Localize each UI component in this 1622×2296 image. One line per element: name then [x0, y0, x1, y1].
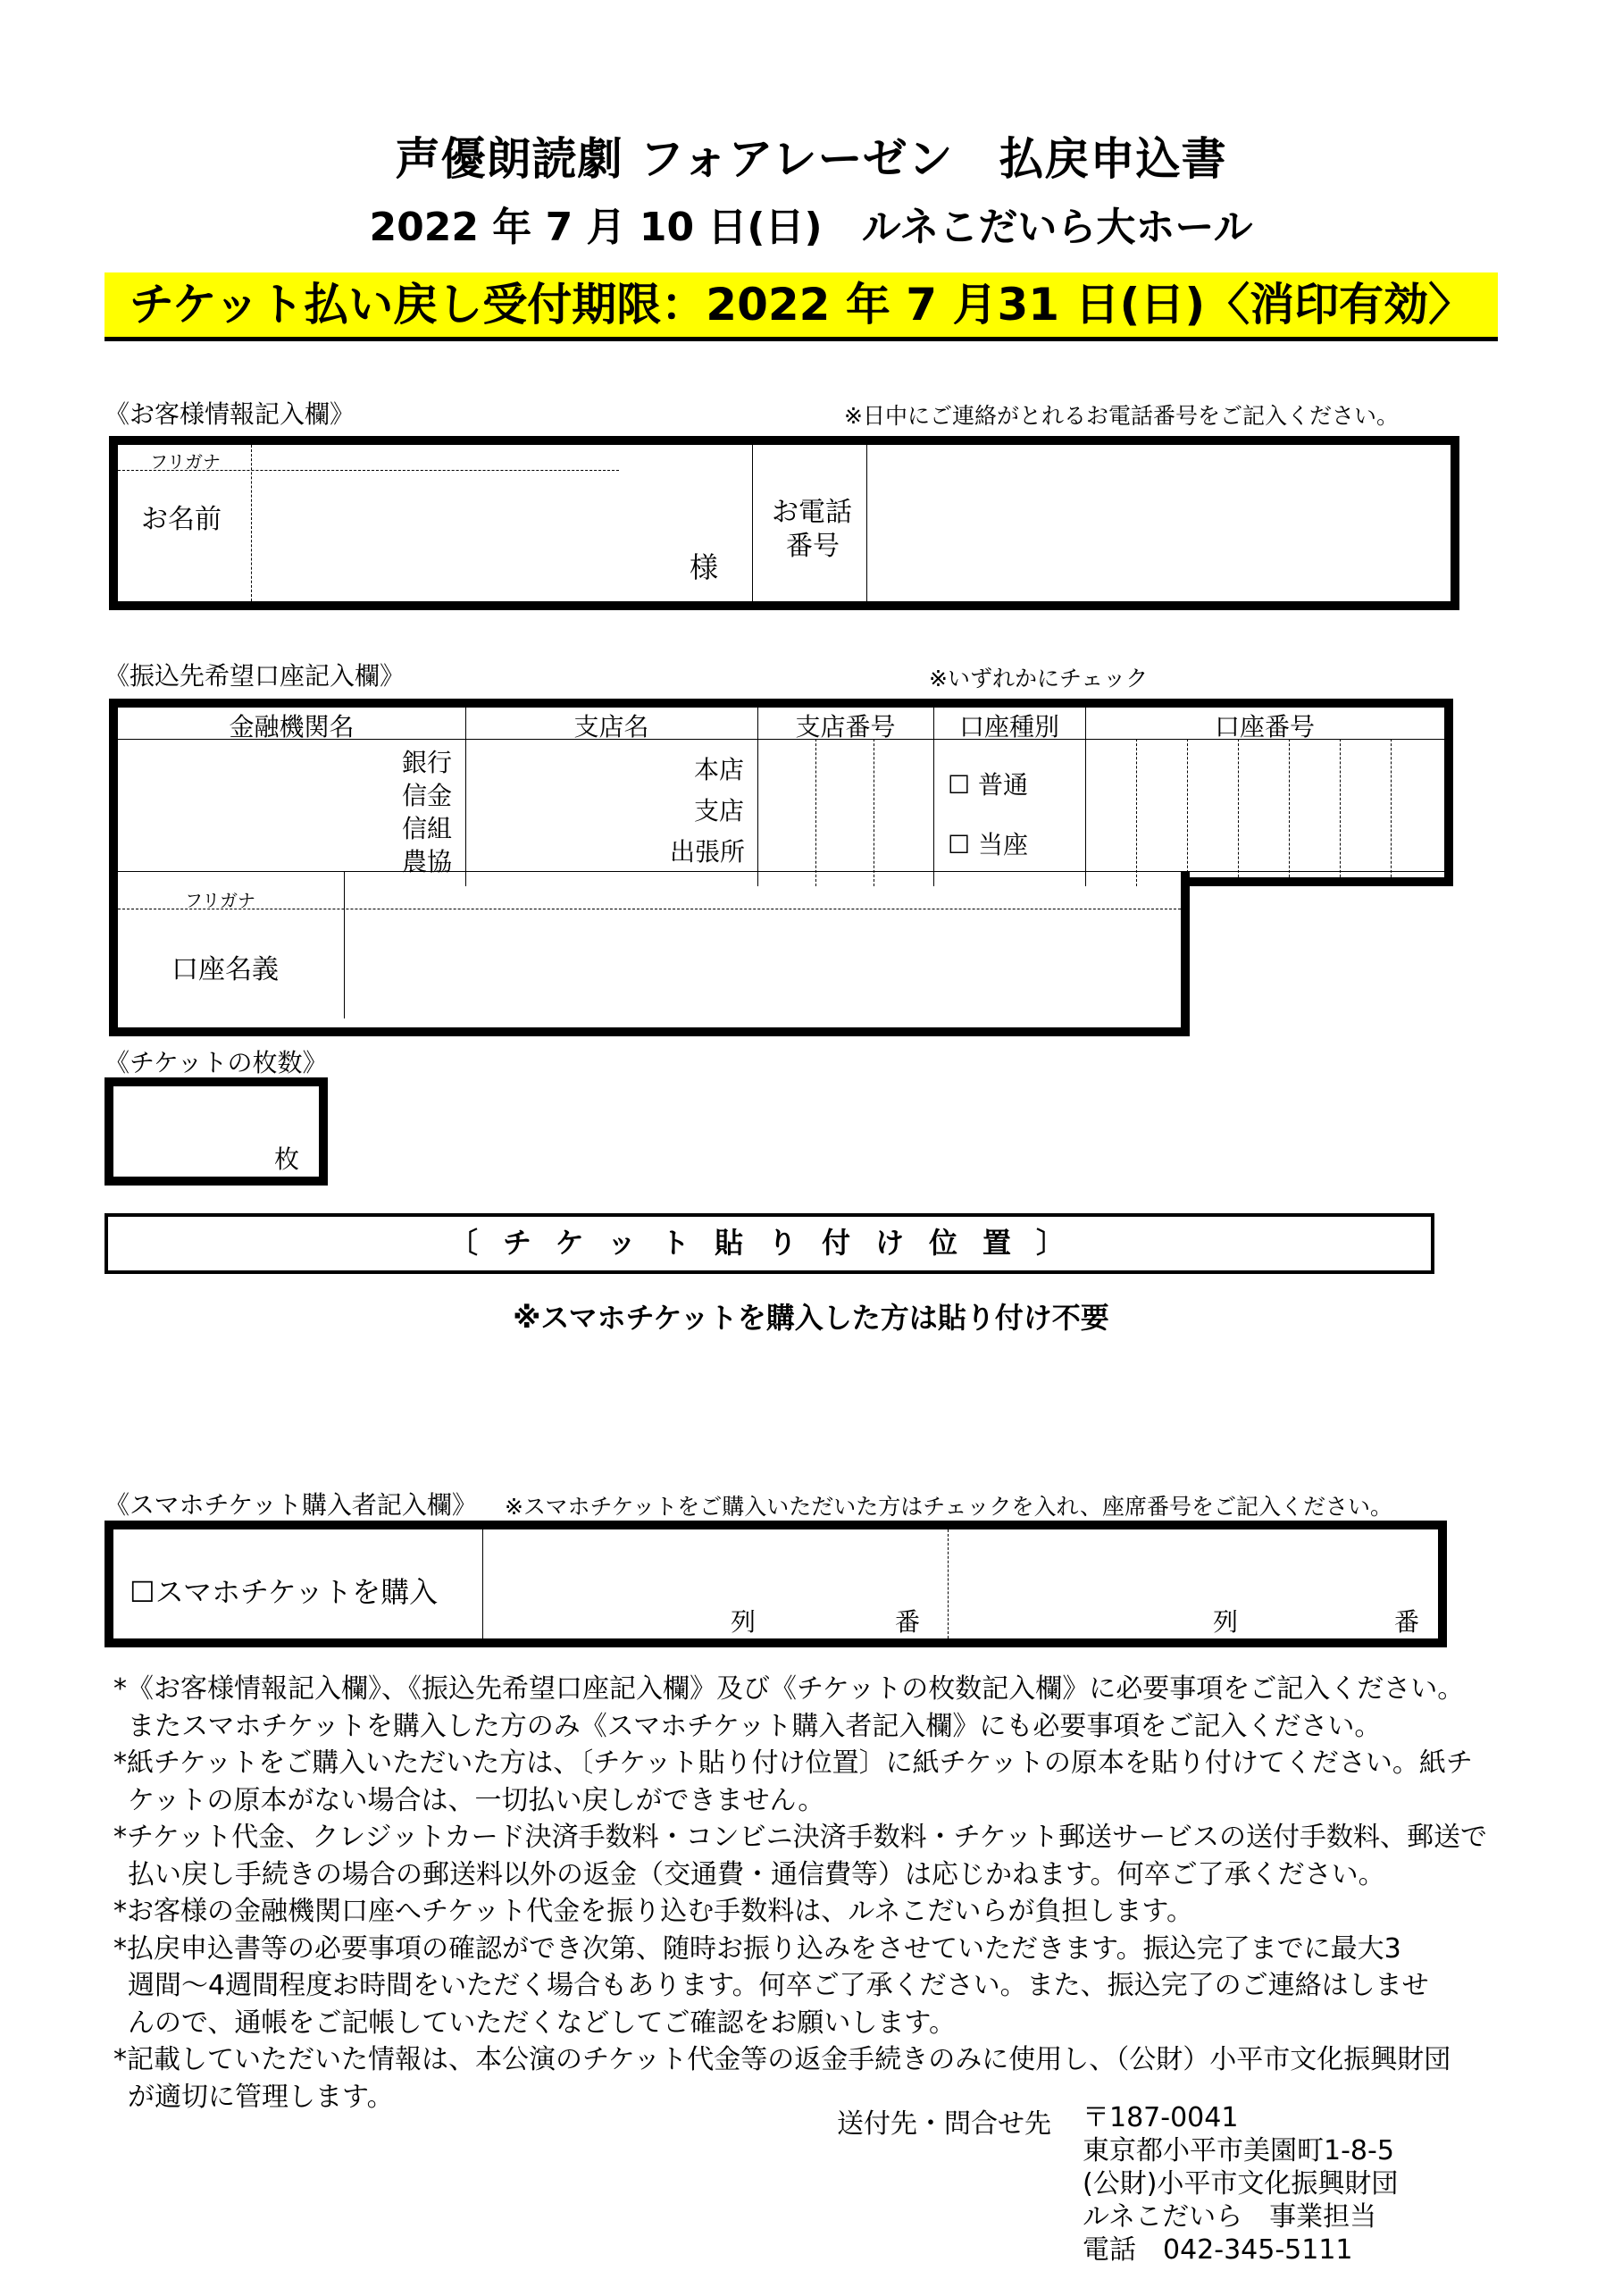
phone-label-line2: 番号: [786, 531, 840, 562]
page-title: 声優朗読劇 フォアレーゼン 払戻申込書: [395, 133, 1227, 185]
note-item: *記載していただいた情報は、本公演のチケット代金等の返金手続きのみに使用し、（公財）小平市文化振興財団 が適切に管理します。: [113, 2044, 1451, 2113]
refund-deadline-banner: チケット払い戻し受付期限：2022 年 7 月31 日(日)〈消印有効〉: [105, 272, 1498, 341]
header-institution-name: 金融機関名: [229, 712, 355, 742]
institution-type-shinkin[interactable]: 信金: [402, 781, 453, 810]
phone-label-line1: お電話: [772, 497, 852, 528]
bank-table-lower: [109, 871, 1190, 1036]
account-holder-input[interactable]: [346, 910, 1181, 1018]
smartphone-section-label: 《スマホチケット購入者記入欄》: [105, 1490, 477, 1520]
branch-type-sub-branch[interactable]: 出張所: [670, 837, 746, 867]
note-item: *払戻申込書等の必要事項の確認ができ次第、随時お振り込みをさせていただきます。振込完了までに最大3 週間～4週間程度お時間をいただく場合もあります。何卒ご了承ください。また、振込完了のご連絡はしませ んので、通帳をご記帳していただくなどしてご確認をお願いします。: [113, 1932, 1429, 2039]
bank-check-note: ※いずれかにチェック: [929, 666, 1149, 691]
institution-type-bank[interactable]: 銀行: [402, 748, 453, 777]
header-branch-name: 支店名: [573, 712, 649, 742]
note-item: *チケット代金、クレジットカード決済手数料・コンビニ決済手数料・チケット郵送サービスの送付手数料、郵送で 払い戻し手続きの場合の郵送料以外の返金（交通費・通信費等）は応じかねます。何卒ご了承ください。: [113, 1822, 1487, 1890]
customer-section-label: 《お客様情報記入欄》: [105, 399, 355, 429]
paste-not-required-note: ※スマホチケットを購入した方は貼り付け不要: [513, 1301, 1109, 1335]
checkbox-icon[interactable]: ☐: [948, 770, 971, 800]
account-type-ordinary-option[interactable]: [948, 766, 1028, 801]
contact-block: [1083, 2101, 1398, 2267]
header-account-number: 口座番号: [1214, 712, 1315, 742]
institution-type-shinkumi[interactable]: 信組: [402, 814, 453, 843]
ticket-count-box: [105, 1077, 328, 1186]
bank-section-label: 《振込先希望口座記入欄》: [105, 661, 406, 691]
account-holder-label: 口座名義: [171, 954, 279, 985]
name-label: お名前: [141, 504, 222, 535]
branch-type-head-office[interactable]: 本店: [694, 755, 745, 784]
notes-list: [113, 1671, 1487, 2116]
smartphone-note: ※スマホチケットをご購入いただいた方はチェックを入れ、座席番号をご記入ください。: [505, 1494, 1392, 1520]
header-account-type: 口座種別: [958, 712, 1059, 742]
phone-input[interactable]: [868, 445, 1451, 601]
name-input[interactable]: [252, 472, 752, 601]
customer-phone-note: ※日中にご連絡がとれるお電話番号をご記入ください。: [844, 403, 1399, 429]
contact-address: 東京都小平市美園町1-8-5: [1083, 2135, 1394, 2166]
account-type-ordinary-label: 普通: [978, 770, 1029, 800]
ticket-unit-mai: 枚: [274, 1144, 300, 1174]
note-item: *お客様の金融機関口座へチケット代金を振り込む手数料は、ルネこだいらが負担します。: [113, 1896, 1193, 1927]
seat-2-number-unit: 番: [1394, 1607, 1420, 1637]
seat-1-row-unit: 列: [731, 1607, 757, 1637]
seat-2-row-unit: 列: [1213, 1607, 1239, 1637]
honorific-sama: 様: [690, 550, 719, 584]
bank-table-upper: [109, 699, 1453, 886]
branch-type-branch[interactable]: 支店: [694, 796, 745, 825]
event-date-venue: 2022 年 7 月 10 日(日) ルネこだいら大ホール: [369, 205, 1253, 250]
table-step-border: [1181, 877, 1453, 886]
note-item: *《お客様情報記入欄》、《振込先希望口座記入欄》及び《チケットの枚数記入欄》に必要事項をご記入ください。 またスマホチケットを購入した方のみ《スマホチケット購入者記入欄》にも必要事項をご記入ください。: [113, 1673, 1465, 1742]
contact-label: 送付先・問合せ先: [837, 2108, 1051, 2140]
holder-furigana-label: フリガナ: [185, 890, 255, 911]
seat-1-input[interactable]: [484, 1529, 948, 1638]
checkbox-icon[interactable]: ☐: [948, 830, 971, 859]
seat-2-input[interactable]: [949, 1529, 1438, 1638]
seat-1-number-unit: 番: [895, 1607, 921, 1637]
account-type-current-label: 当座: [978, 830, 1029, 859]
institution-type-nokyo[interactable]: 農協: [402, 847, 453, 876]
contact-phone: 電話 042-345-5111: [1083, 2234, 1353, 2266]
smartphone-table: [105, 1521, 1447, 1647]
header-branch-number: 支店番号: [795, 712, 896, 742]
account-type-current-option[interactable]: [948, 825, 1028, 861]
furigana-input[interactable]: [252, 445, 752, 470]
contact-department: ルネこだいら 事業担当: [1083, 2201, 1377, 2233]
contact-organization: (公財)小平市文化振興財団: [1083, 2168, 1399, 2200]
ticket-count-section-label: 《チケットの枚数》: [105, 1048, 328, 1077]
holder-furigana-input[interactable]: [346, 871, 1181, 909]
smartphone-purchase-checkbox[interactable]: ☐スマホチケットを購入: [130, 1575, 439, 1609]
furigana-label: フリガナ: [150, 451, 221, 473]
ticket-paste-area: 〔チケット貼り付け位置〕: [105, 1213, 1434, 1274]
contact-postal-code: 〒187-0041: [1083, 2102, 1239, 2133]
note-item: *紙チケットをご購入いただいた方は、〔チケット貼り付け位置〕に紙チケットの原本を貼り付けてください。紙チ ケットの原本がない場合は、一切払い戻しができません。: [113, 1747, 1473, 1816]
customer-info-table: [109, 436, 1459, 610]
